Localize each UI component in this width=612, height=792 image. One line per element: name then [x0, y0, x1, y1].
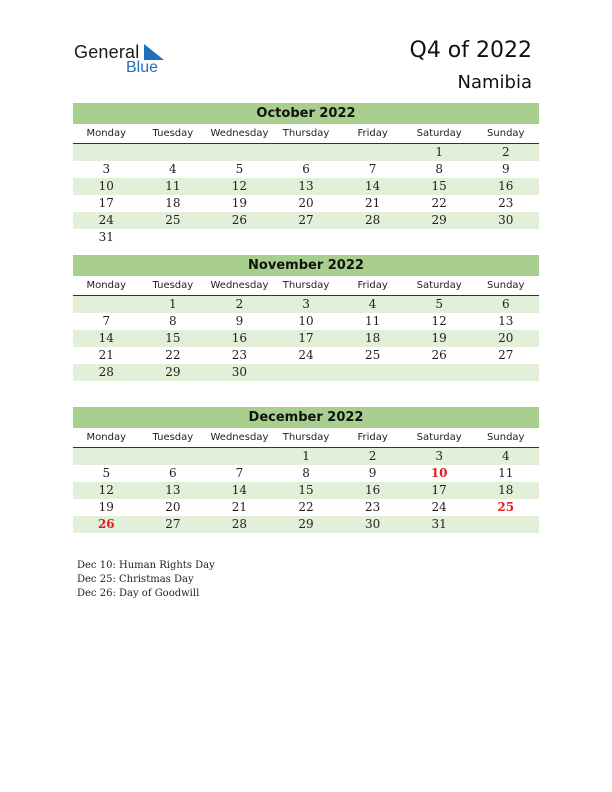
date-cell: 18 [165, 196, 181, 210]
date-cell: 2 [368, 449, 377, 463]
date-cell: 30 [231, 365, 248, 379]
date-cell: 28 [364, 213, 381, 227]
date-cell: 4 [169, 162, 177, 176]
week-row [73, 296, 539, 313]
date-cell: 3 [435, 449, 443, 463]
date-cell: 15 [165, 331, 181, 345]
weekday-label: Saturday [416, 280, 462, 291]
date-cell: 15 [298, 483, 314, 497]
date-cell: 9 [235, 314, 244, 328]
date-cell: 29 [298, 517, 314, 531]
date-cell [472, 229, 539, 246]
date-cell: 5 [235, 162, 244, 176]
date-cell: 27 [498, 348, 514, 362]
date-cell: 13 [498, 314, 514, 328]
date-cell [140, 229, 207, 246]
weekday-label: Monday [86, 432, 127, 443]
date-cell: 29 [165, 365, 181, 379]
holiday-date-cell: 25 [497, 500, 515, 514]
date-cell: 12 [431, 314, 447, 328]
weekday-label: Thursday [282, 280, 330, 291]
date-cell: 23 [498, 196, 514, 210]
weekday-label: Friday [357, 432, 388, 443]
date-cell [339, 229, 406, 246]
weekday-label: Tuesday [152, 128, 194, 139]
date-cell: 11 [165, 179, 181, 193]
logo-general-text: General [74, 42, 140, 62]
date-cell: 6 [501, 297, 510, 311]
date-cell: 16 [364, 483, 381, 497]
date-cell [339, 144, 406, 161]
date-cell: 7 [102, 314, 111, 328]
date-cell: 7 [235, 466, 244, 480]
page-title: Q4 of 2022 [409, 38, 532, 63]
week-row [73, 448, 539, 465]
date-cell: 17 [98, 196, 114, 210]
weekday-label: Sunday [487, 280, 525, 291]
weekday-label: Sunday [487, 128, 525, 139]
date-cell: 17 [431, 483, 447, 497]
date-cell: 21 [364, 196, 381, 210]
date-cell: 23 [231, 348, 248, 362]
holiday-notes [77, 559, 215, 601]
date-cell: 6 [302, 162, 310, 176]
holiday-date-cell: 26 [97, 517, 115, 531]
date-cell [73, 296, 140, 313]
month-header: October 2022 [73, 103, 539, 124]
weekday-label: Tuesday [152, 280, 194, 291]
date-cell: 11 [364, 314, 381, 328]
date-cell: 11 [498, 466, 514, 480]
logo-blue-text: Blue [126, 59, 159, 76]
date-cell: 18 [498, 483, 514, 497]
date-cell: 14 [364, 179, 381, 193]
date-cell [472, 516, 539, 533]
date-cell: 14 [98, 331, 114, 345]
week-row [73, 347, 539, 364]
date-cell: 19 [431, 331, 447, 345]
date-cell: 30 [498, 213, 514, 227]
date-cell: 24 [431, 500, 447, 514]
week-row [73, 229, 539, 246]
date-cell: 28 [231, 517, 248, 531]
date-cell: 31 [431, 517, 447, 531]
date-cell: 14 [231, 483, 248, 497]
weekday-label: Wednesday [210, 280, 269, 291]
date-cell: 25 [364, 348, 381, 362]
weekday-label: Friday [357, 280, 388, 291]
date-cell: 22 [431, 196, 447, 210]
date-cell: 3 [102, 162, 111, 176]
date-cell: 2 [235, 297, 244, 311]
week-row [73, 364, 539, 381]
week-row [73, 161, 539, 178]
date-cell: 10 [298, 314, 314, 328]
weekday-label: Thursday [282, 128, 330, 139]
date-cell: 16 [231, 331, 248, 345]
date-cell: 23 [364, 500, 381, 514]
weekday-header-row [73, 428, 539, 448]
date-cell: 8 [435, 162, 443, 176]
week-row [73, 330, 539, 347]
date-cell: 20 [298, 196, 314, 210]
date-cell: 9 [501, 162, 510, 176]
week-row [73, 313, 539, 330]
date-cell: 3 [302, 297, 310, 311]
week-row [73, 482, 539, 499]
weekday-label: Friday [357, 128, 388, 139]
date-cell: 5 [102, 466, 111, 480]
weekday-label: Wednesday [210, 128, 269, 139]
date-cell: 16 [498, 179, 514, 193]
date-cell: 26 [231, 213, 248, 227]
week-row [73, 499, 539, 516]
generalblue-logo [74, 42, 174, 78]
date-cell: 12 [98, 483, 114, 497]
weekday-label: Wednesday [210, 432, 269, 443]
date-cell: 27 [298, 213, 314, 227]
date-cell: 5 [435, 297, 443, 311]
date-cell: 7 [368, 162, 377, 176]
date-cell: 1 [169, 297, 177, 311]
date-cell: 22 [165, 348, 181, 362]
month-december [73, 407, 539, 533]
month-header: November 2022 [73, 255, 539, 276]
date-cell: 21 [98, 348, 114, 362]
date-cell: 2 [501, 145, 510, 159]
month-october [73, 103, 539, 246]
date-cell [406, 364, 473, 381]
date-cell: 8 [169, 314, 177, 328]
date-cell [140, 448, 207, 465]
holiday-note: Dec 26: Day of Goodwill [77, 588, 200, 599]
date-cell: 22 [298, 500, 314, 514]
date-cell [472, 364, 539, 381]
date-cell: 18 [364, 331, 381, 345]
date-cell: 9 [368, 466, 377, 480]
country-name: Namibia [457, 72, 532, 93]
date-cell [206, 144, 273, 161]
date-cell [273, 229, 340, 246]
week-row [73, 195, 539, 212]
date-cell: 30 [364, 517, 381, 531]
date-cell [73, 144, 140, 161]
month-header: December 2022 [73, 407, 539, 428]
holiday-note: Dec 10: Human Rights Day [77, 560, 215, 571]
date-cell: 26 [431, 348, 447, 362]
weekday-label: Monday [86, 280, 127, 291]
date-cell: 19 [231, 196, 248, 210]
date-cell [73, 448, 140, 465]
date-cell: 13 [298, 179, 314, 193]
date-cell: 17 [298, 331, 314, 345]
holiday-note: Dec 25: Christmas Day [77, 574, 194, 585]
date-cell [339, 364, 406, 381]
holiday-date-cell: 10 [430, 466, 448, 480]
date-cell: 31 [98, 230, 114, 244]
weekday-label: Saturday [416, 432, 462, 443]
date-cell: 27 [165, 517, 181, 531]
date-cell [140, 144, 207, 161]
date-cell: 4 [501, 449, 510, 463]
date-cell: 4 [368, 297, 377, 311]
date-cell: 29 [431, 213, 447, 227]
date-cell: 13 [165, 483, 181, 497]
weekday-label: Sunday [487, 432, 525, 443]
weekday-label: Saturday [416, 128, 462, 139]
week-row [73, 516, 539, 533]
date-cell [206, 448, 273, 465]
weekday-label: Thursday [282, 432, 330, 443]
date-cell: 15 [431, 179, 447, 193]
date-cell: 1 [302, 449, 310, 463]
date-cell [273, 364, 340, 381]
date-cell: 24 [98, 213, 114, 227]
date-cell: 20 [165, 500, 181, 514]
date-cell: 1 [435, 145, 443, 159]
date-cell: 25 [165, 213, 181, 227]
weekday-header-row [73, 124, 539, 144]
weekday-header-row [73, 276, 539, 296]
date-cell: 28 [98, 365, 114, 379]
week-row [73, 178, 539, 195]
month-november [73, 255, 539, 381]
date-cell: 20 [498, 331, 514, 345]
date-cell: 21 [231, 500, 248, 514]
date-cell: 12 [231, 179, 248, 193]
date-cell [206, 229, 273, 246]
date-cell: 8 [302, 466, 310, 480]
date-cell: 24 [298, 348, 314, 362]
date-cell [406, 229, 473, 246]
week-row [73, 212, 539, 229]
week-row [73, 144, 539, 161]
date-cell: 6 [169, 466, 177, 480]
date-cell: 10 [98, 179, 114, 193]
week-row [73, 465, 539, 482]
date-cell [273, 144, 340, 161]
weekday-label: Monday [86, 128, 127, 139]
date-cell: 19 [98, 500, 114, 514]
weekday-label: Tuesday [152, 432, 194, 443]
